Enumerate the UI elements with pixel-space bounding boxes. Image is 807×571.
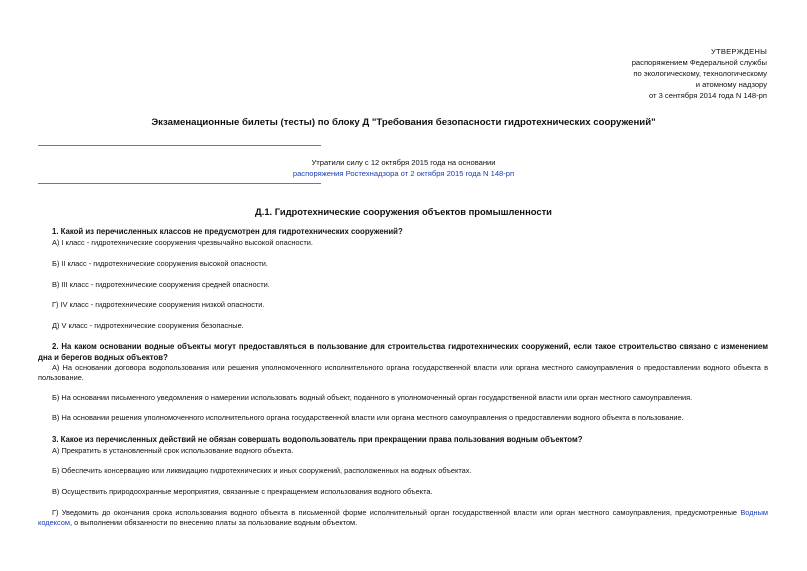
document-title: Экзаменационные билеты (тесты) по блоку Д "Требования безопасности гидротехнических сооружений": [151, 117, 656, 128]
answer-3d: [38, 508, 768, 528]
approval-stamp: [632, 46, 767, 101]
status-note: [0, 157, 807, 179]
divider-bottom: [38, 183, 321, 184]
question-2: 2. На каком основании водные объекты могут предоставляться в пользование для строительства гидротехнических сооружений, если такое строительство связано с изменением дна и берегов водных объектов?: [38, 342, 768, 362]
approval-line: распоряжением Федеральной службы: [631, 58, 767, 67]
answer-1c: В) III класс - гидротехнические сооружения средней опасности.: [52, 280, 270, 289]
answer-1b: Б) II класс - гидротехнические сооружения высокой опасности.: [52, 259, 268, 268]
answer-1e: Д) V класс - гидротехнические сооружения безопасные.: [52, 321, 244, 330]
answer-3b: Б) Обеспечить консервацию или ликвидацию гидротехнических и иных сооружений, расположенных на водных объектах.: [52, 466, 472, 475]
answer-3a: А) Прекратить в установленный срок использование водного объекта.: [52, 446, 294, 455]
divider-top: [38, 145, 321, 146]
status-note-link[interactable]: распоряжения Ростехнадзора от 2 октября 2015 года N 148-рп: [292, 169, 515, 178]
answer-1a: А) I класс - гидротехнические сооружения чрезвычайно высокой опасности.: [52, 238, 313, 247]
water-code-link[interactable]: Водным кодексом: [38, 508, 768, 527]
question-3: 3. Какое из перечисленных действий не обязан совершать водопользователь при прекращении права пользования водным объектом?: [52, 435, 583, 444]
answer-3d-text-end: , о выполнении обязанности по внесению платы за пользование водным объектом.: [69, 518, 358, 527]
answer-2c: В) На основании решения уполномоченного исполнительного органа государственной власти или органа местного самоуправления о предоставлении водного объекта в пользование.: [52, 413, 684, 422]
answer-2b: Б) На основании письменного уведомления о намерении использовать водный объект, поданного в уполномоченный орган государственной власти или орган местного самоуправления.: [52, 393, 693, 402]
approval-line: по экологическому, технологическому: [633, 69, 767, 78]
question-1: 1. Какой из перечисленных классов не предусмотрен для гидротехнических сооружений?: [52, 227, 403, 236]
answer-3c: В) Осуществить природоохранные мероприятия, связанные с прекращением использования водного объекта.: [52, 487, 433, 496]
answer-2a: А) На основании договора водопользования или решения уполномоченного исполнительного органа государственной власти или органа местного самоуправления о предоставлении водного объекта в пользование.: [38, 363, 768, 382]
answer-3d-text: Г) Уведомить до окончания срока использования водного объекта в письменной форме исполнительный орган государственной власти или орган местного самоуправления, предусмотренные: [52, 508, 741, 517]
status-note-text: Утратили силу с 12 октября 2015 года на основании: [311, 158, 496, 167]
section-title: Д.1. Гидротехнические сооружения объектов промышленности: [255, 206, 552, 217]
approval-heading: УТВЕРЖДЕНЫ: [711, 47, 767, 56]
approval-line: и атомному надзору: [695, 80, 767, 89]
answer-1d: Г) IV класс - гидротехнические сооружения низкой опасности.: [52, 300, 265, 309]
approval-line: от 3 сентября 2014 года N 148-рп: [648, 91, 767, 100]
